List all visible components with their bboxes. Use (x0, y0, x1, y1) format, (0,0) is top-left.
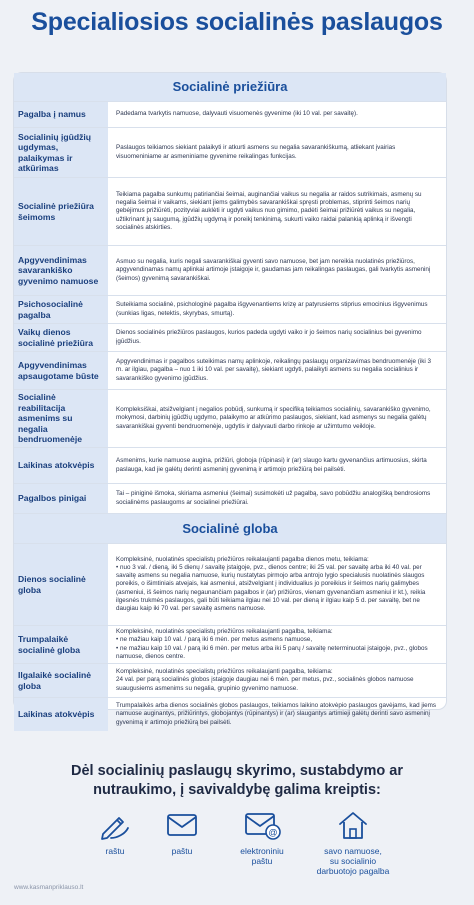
row-description: Trumpalaikės arba dienos socialinės globos paslaugos, teikiamos laikino atokvėpio paslaugos gavėjams, kad jiems namuose auginantys, prižiūrintys, globojantys (rūpinantys) ir (ar) slaugantys artimieji galėtų derinti savo asmeninį gyvenimą ir artimojo priežiūrą bei pailsėti. (116, 702, 437, 726)
row-label: Apgyvendinimas savarankiško gyvenimo namuose (14, 246, 108, 295)
section-heading-guardianship: Socialinė globa (14, 513, 446, 543)
row-label: Pagalba į namus (14, 102, 108, 127)
envelope-icon (164, 808, 200, 842)
row-description: Suteikiama socialinė, psichologinė pagalba išgyvenantiems krizę ar patyrusiems stiprius emocinius išgyvenimus (sunkias ligas, netektis, skyrybas, smurtą). (116, 301, 428, 317)
channel-by-post (137, 808, 227, 856)
list-item: • nuo 3 val. / dieną, iki 5 dienų / savaitę įstaigoje, pvz., dienos centre; iki 25 val. per savaitę arba iki 40 val. per savaitę asmens su negalia namuose, kurių nustatytas pirmojo arba antrojo lygio specialusis nuolatinės slaugos poreikis, o išimtiniais atvejais, kai asmeniui, atsižvelgiant į individualius jo poreikius ir šeimos narių galimybes (asmeniui, iš šeimos narių negaunančiam pagalbos ir (ar) prižiūros, vienam gyvenančiam asmeniui ir kt.), reikia ilgesnės trukmės paslaugos, gali būti teikiama ilgiau nei 10 val. per dieną ir ilgiau kaip 5 d. per savaitę, bet ne daugiau kaip iki 70 val. per savaitę asmens namuose. (116, 564, 438, 613)
row-label: Apgyvendinimas apsaugotame būste (14, 352, 108, 389)
row-label: Pagalbos pinigai (14, 484, 108, 513)
page-title: Specialiosios socialinės paslaugos (31, 8, 443, 36)
care-row (14, 447, 446, 483)
care-row (14, 245, 446, 295)
guardianship-row (14, 697, 446, 731)
channel-label: paštu (171, 846, 193, 856)
channel-label: elektroniniu paštu (240, 846, 284, 866)
row-label: Vaikų dienos socialinė priežiūra (14, 324, 108, 351)
contact-heading: Dėl socialinių paslaugų skyrimo, sustabdymo ar nutraukimo, į savivaldybę galima kreiptis: (71, 763, 403, 798)
house-icon (335, 808, 371, 842)
row-label: Psichosocialinė pagalba (14, 296, 108, 323)
section-heading-care: Socialinė priežiūra (14, 73, 446, 101)
care-row (14, 295, 446, 323)
care-row (14, 323, 446, 351)
pen-hand-icon (97, 808, 133, 842)
row-description: Padedama tvarkytis namuose, dalyvauti visuomenės gyvenime (iki 10 val. per savaitę). (116, 110, 358, 118)
list-item: • ne mažiau kaip 10 val. / parą iki 6 mėn. per metus arba iki 5 parų / savaitę neterminuotai įstaigoje, pvz., globos namuose, dienos centre. (116, 645, 438, 661)
row-description: Asmuo su negalia, kuris negali savarankiškai gyventi savo namuose, bet jam nereikia nuolatinės priežiūros, apgyvendinamas namų aplinkai artimoje įstaigoje ir, gaudamas jam reikalingas paslaugas, gali tvarkytis asmeninį (šeimos) gyvenimą savarankiškai. (116, 258, 431, 282)
guardianship-row (14, 625, 446, 663)
email-at-icon (242, 808, 282, 842)
list-item: 24 val. per parą socialinės globos įstaigoje daugiau nei 6 mėn. per metus, pvz., socialinės globos namuose suaugusiems asmenims su negalia, grupinio gyvenimo namuose. (116, 676, 414, 692)
row-description: Apgyvendinimas ir pagalbos suteikimas namų aplinkoje, reikalingų paslaugų organizavimas bendruomenėje (iki 3 m. ar ilgiau, pagalba – nuo 1 iki 10 val. per savaitę), siekiant ugdyti, palaikyti asmens su negalia socialinius ir savarankiško gyvenimo įgūdžius. (116, 358, 432, 382)
channel-at-home (301, 808, 405, 876)
svg-text:@: @ (268, 827, 278, 838)
row-label: Trumpalaikė socialinė globa (14, 626, 108, 663)
row-label: Socialinė reabilitacija asmenims su negalia bendruomenėje (14, 390, 108, 447)
care-row (14, 483, 446, 513)
row-label: Socialinių įgūdžių ugdymas, palaikymas ir atkūrimas (14, 128, 108, 177)
care-row (14, 101, 446, 127)
care-row (14, 127, 446, 177)
website-watermark: www.kasmanpriklauso.lt (14, 884, 84, 891)
services-table (14, 73, 446, 726)
row-label: Laikinas atokvėpis (14, 698, 108, 731)
care-row (14, 177, 446, 245)
row-description: Kompleksiškai, atsižvelgiant į negalios pobūdį, sunkumą ir specifiką teikiamos socialinių, savarankiško gyvenimo, mokymosi, darbinių įgūdžių ugdymo, palaikymo ar atkūrimo paslaugos, siekiant, kad asmenys su negalia galėtų savarankiškai gyventi bendruomenėje, ugdytis ir dalyvauti darbo rinkoje ar užimtumo veikloje. (116, 406, 431, 430)
care-row (14, 389, 446, 447)
list-item: • ne mažiau kaip 10 val. / parą iki 6 mėn. per metus asmens namuose, (116, 636, 438, 644)
row-description: Kompleksinė, nuolatinės specialistų priežiūros reikalaujanti pagalba dienos metu, teikiama: • nuo 3 val. / dieną, iki 5 dienų / savaitę įstaigoje, pvz., dienos centre; iki 25 val. per savaitę arba iki 40 val. per savaitę asmens su negalia namuose, kurių nustatytas pirmojo arba antrojo lygio specialusis nuolatinės slaugos poreikis, o išimtiniais atvejais, kai asmeniui, atsižvelgiant į individualius jo poreikius ir šeimos narių galimybes (asmeniui, iš šeimos narių negaunančiam pagalbos ir (ar) prižiūros, vienam gyvenančiam asmeniui ir kt.), reikia ilgesnės trukmės paslaugos, gali būti teikiama ilgiau nei 10 val. per dieną ir ilgiau kaip 5 d. per savaitę, bet ne daugiau kaip iki 70 val. per savaitę asmens namuose. (108, 544, 446, 625)
row-label: Laikinas atokvėpis (14, 448, 108, 483)
row-description: Tai – piniginė išmoka, skiriama asmeniui (šeimai) susimokėti už pagalbą, savo pobūdžiu analogišką bendrosioms socialinėms paslaugoms ar socialinei priežiūrai. (116, 490, 431, 506)
channel-by-email (217, 808, 307, 866)
guardianship-row (14, 663, 446, 697)
row-description: Asmenims, kurie namuose augina, prižiūri, globoja (rūpinasi) ir (ar) slaugo kartu gyvenančius artimuosius, skirta paslauga, kad jie galėtų derinti asmeninį gyvenimą ir artimojo priežiūrą bei pailsėti. (116, 457, 427, 473)
row-description: Paslaugos teikiamos siekiant palaikyti ir atkurti asmens su negalia savarankiškumą, atliekant įvairias visuomeniniame ar asmeniniame gyvenime reikalingas funkcijas. (116, 144, 396, 160)
channel-label: savo namuose, su socialinio darbuotojo pagalba (316, 846, 390, 876)
row-description: Kompleksinė, nuolatinės specialistų priežiūros reikalaujanti pagalba, teikiama: 24 val. per parą socialinės globos įstaigoje daugiau nei 6 mėn. per metus, pvz., socialinės globos namuose suaugusiems asmenims su negalia, grupinio gyvenimo namuose. (108, 664, 446, 697)
row-label: Dienos socialinė globa (14, 544, 108, 625)
channel-label: raštu (105, 846, 125, 856)
guardianship-row (14, 543, 446, 625)
care-row (14, 351, 446, 389)
row-description: Dienos socialinės priežiūros paslaugos, kurios padeda ugdyti vaiko ir jo šeimos narių socialinius bei gyvenimo įgūdžius. (116, 329, 422, 345)
row-description: Kompleksinė, nuolatinės specialistų priežiūros reikalaujanti pagalba, teikiama: • ne mažiau kaip 10 val. / parą iki 6 mėn. per metus asmens namuose, • ne mažiau kaip 10 val. / parą iki 6 mėn. per metus arba iki 5 parų / savaitę neterminuotai įstaigoje, pvz., globos namuose, dienos centre. (108, 626, 446, 663)
row-description: Teikiama pagalba sunkumų patiriančiai šeimai, auginančiai vaikus su negalia ar raidos sutrikimais, asmenų su negalia šeimai ir vaikams, siekiant jiems galimybės savarankiškai spręsti problemas, stiprinti šeimos narių gebėjimus prižiūrėti, pozityviai auklėti ir ugdyti vaikus nuo gimimo, padėti šeimai prižiūrėti vaikus su negalia, užtikrinant jų saugumą, įgūdžių ugdymą ir poreikį tenkinimą, sukurti vaiko raidai palankią aplinką ir išvengti socialinės atskirties. (116, 191, 422, 231)
row-label: Socialinė priežiūra šeimoms (14, 178, 108, 245)
row-label: Ilgalaikė socialinė globa (14, 664, 108, 697)
